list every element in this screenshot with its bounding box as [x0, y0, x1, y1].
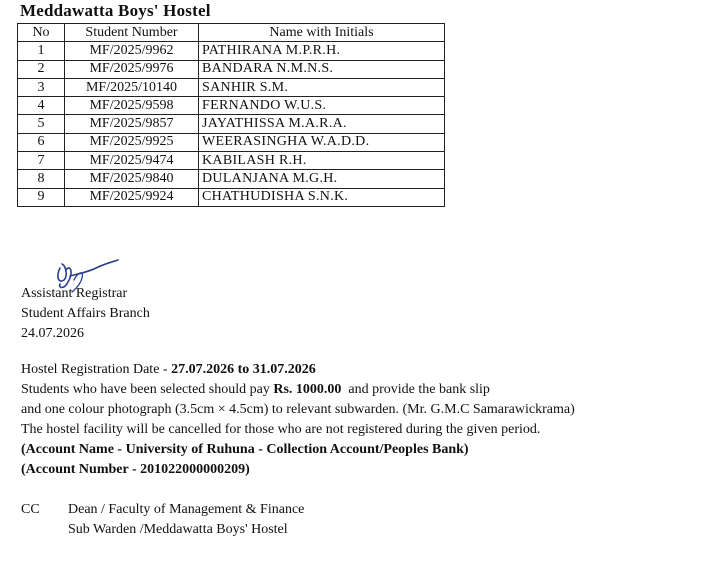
signatory-branch: Student Affairs Branch: [21, 306, 150, 321]
cancel-line: The hostel facility will be cancelled for those who are not registered during the given period.: [21, 422, 541, 437]
cell-student-number: MF/2025/10140: [65, 78, 199, 96]
cell-no: 9: [18, 188, 65, 206]
table-header-row: [18, 24, 445, 42]
header-no: No: [18, 24, 65, 42]
table-row: [18, 60, 445, 78]
payment-prefix: Students who have been selected should pay: [21, 382, 274, 397]
cell-name: SANHIR S.M.: [199, 78, 445, 96]
account-number: (Account Number - 201022000000209): [21, 462, 250, 477]
table-row: [18, 133, 445, 151]
table-row: [18, 97, 445, 115]
cell-student-number: MF/2025/9962: [65, 42, 199, 60]
table-row: [18, 188, 445, 206]
cell-no: 2: [18, 60, 65, 78]
cell-student-number: MF/2025/9976: [65, 60, 199, 78]
cc-item: Dean / Faculty of Management & Finance: [68, 502, 305, 517]
cell-student-number: MF/2025/9840: [65, 170, 199, 188]
cc-item: Sub Warden /Meddawatta Boys' Hostel: [68, 522, 288, 537]
cell-name: PATHIRANA M.P.R.H.: [199, 42, 445, 60]
header-student-number: Student Number: [65, 24, 199, 42]
payment-line: [21, 382, 490, 398]
cell-student-number: MF/2025/9474: [65, 152, 199, 170]
cell-name: FERNANDO W.U.S.: [199, 97, 445, 115]
table-row: [18, 42, 445, 60]
cell-student-number: MF/2025/9857: [65, 115, 199, 133]
cell-no: 7: [18, 152, 65, 170]
cc-label: CC: [21, 502, 40, 517]
cell-name: BANDARA N.M.N.S.: [199, 60, 445, 78]
cell-no: 8: [18, 170, 65, 188]
cell-no: 6: [18, 133, 65, 151]
cell-name: JAYATHISSA M.A.R.A.: [199, 115, 445, 133]
cell-name: KABILASH R.H.: [199, 152, 445, 170]
page-title: Meddawatta Boys' Hostel: [20, 1, 211, 20]
cell-student-number: MF/2025/9598: [65, 97, 199, 115]
account-name: (Account Name - University of Ruhuna - Collection Account/Peoples Bank): [21, 442, 469, 457]
cell-student-number: MF/2025/9925: [65, 133, 199, 151]
header-name: Name with Initials: [199, 24, 445, 42]
registration-dates: 27.07.2026 to 31.07.2026: [171, 362, 316, 377]
table-row: [18, 78, 445, 96]
cell-name: DULANJANA M.G.H.: [199, 170, 445, 188]
table-row: [18, 115, 445, 133]
table-row: [18, 170, 445, 188]
table-row: [18, 152, 445, 170]
registration-date-line: [21, 362, 316, 378]
cell-student-number: MF/2025/9924: [65, 188, 199, 206]
cell-name: WEERASINGHA W.A.D.D.: [199, 133, 445, 151]
cell-name: CHATHUDISHA S.N.K.: [199, 188, 445, 206]
signatory-role: Assistant Registrar: [21, 286, 128, 301]
photo-line: and one colour photograph (3.5cm × 4.5cm) to relevant subwarden. (Mr. G.M.C Samarawickrama): [21, 402, 575, 417]
cell-no: 3: [18, 78, 65, 96]
registration-label: Hostel Registration Date -: [21, 362, 172, 377]
cell-no: 5: [18, 115, 65, 133]
cell-no: 1: [18, 42, 65, 60]
students-table: [17, 23, 445, 207]
payment-amount: Rs. 1000.00: [273, 382, 342, 397]
payment-suffix: and provide the bank slip: [341, 382, 490, 397]
signatory-date: 24.07.2026: [21, 326, 84, 341]
cell-no: 4: [18, 97, 65, 115]
